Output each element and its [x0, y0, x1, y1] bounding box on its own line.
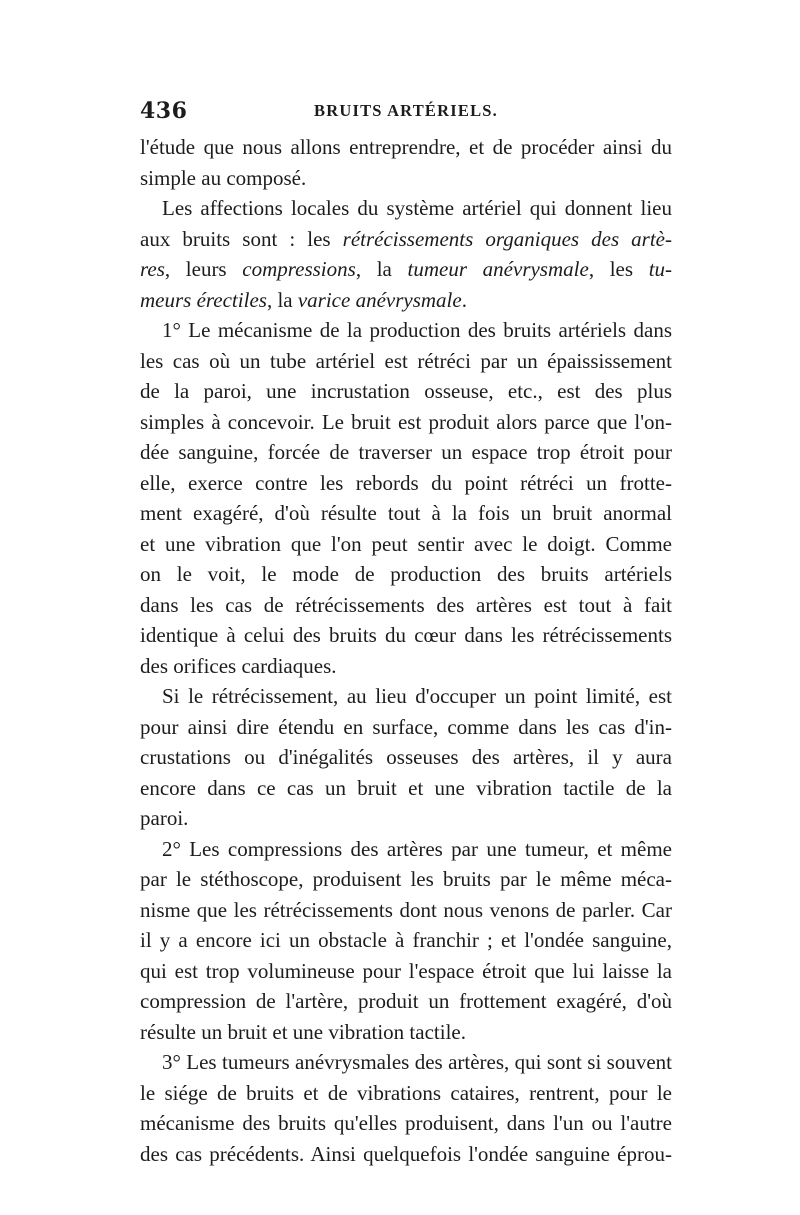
text-line: res, leurs compressions, la tumeur anévrysmale, les tu-: [140, 257, 673, 281]
text-line: l'étude que nous allons entreprendre, et de procéder ainsi du: [140, 135, 672, 159]
text-line: meurs érectiles, la varice anévrysmale.: [140, 287, 467, 312]
text-line: il y a encore ici un obstacle à franchir ; et l'ondée sanguine,: [140, 928, 672, 952]
text-line: simple au composé.: [140, 165, 307, 190]
text-line: les cas où un tube artériel est rétréci par un épaississement: [140, 348, 672, 373]
running-title: BRUITS ARTÉRIELS.: [314, 101, 498, 120]
italic-term: tu-: [648, 257, 673, 281]
text-line: des cas précédents. Ainsi quelquefois l'ondée sanguine éprou-: [140, 1141, 672, 1166]
page-number: 436: [140, 98, 188, 124]
italic-term: meurs érectiles: [140, 287, 267, 312]
text-line: identique à celui des bruits du cœur dans les rétrécissements: [140, 623, 672, 647]
text-line: pour ainsi dire étendu en surface, comme dans les cas d'in-: [140, 714, 672, 739]
text-line: dée sanguine, forcée de traverser un espace trop étroit pour: [140, 440, 672, 464]
text-line: 3° Les tumeurs anévrysmales des artères, qui sont si souvent: [162, 1050, 672, 1074]
italic-term: compressions: [242, 257, 356, 281]
text-line: 1° Le mécanisme de la production des bruits artériels dans: [162, 318, 672, 342]
text-line: paroi.: [140, 806, 189, 830]
text-line: et une vibration que l'on peut sentir avec le doigt. Comme: [140, 531, 672, 556]
text-line: encore dans ce cas un bruit et une vibration tactile de la: [140, 775, 672, 800]
text-line: 2° Les compressions des artères par une tumeur, et même: [162, 836, 672, 861]
italic-term: res: [140, 257, 165, 281]
text-line: par le stéthoscope, produisent les bruits par le même méca-: [140, 867, 672, 891]
body-text: [140, 132, 672, 1169]
text-line: dans les cas de rétrécissements des artères est tout à fait: [140, 592, 672, 617]
text-line: qui est trop volumineuse pour l'espace étroit que lui laisse la: [140, 958, 672, 983]
text-line: de la paroi, une incrustation osseuse, etc., est des plus: [140, 379, 672, 403]
text-line: crustations ou d'inégalités osseuses des artères, il y aura: [140, 745, 672, 769]
text-line: nisme que les rétrécissements dont nous venons de parler. Car: [140, 897, 672, 922]
text-line: compression de l'artère, produit un frottement exagéré, d'où: [140, 989, 672, 1013]
text-line: elle, exerce contre les rebords du point rétréci un frotte-: [140, 470, 672, 495]
text-line: le siége de bruits et de vibrations cataires, rentrent, pour le: [140, 1080, 672, 1105]
text-line: mécanisme des bruits qu'elles produisent, dans l'un ou l'autre: [140, 1111, 672, 1135]
italic-term: tumeur anévrysmale: [407, 257, 589, 281]
text-line: des orifices cardiaques.: [140, 653, 337, 678]
italic-term: rétrécissements organiques des artè-: [342, 226, 672, 251]
page-header: [140, 98, 672, 128]
text-line: Les affections locales du système artériel qui donnent lieu: [162, 196, 672, 220]
text-line: Si le rétrécissement, au lieu d'occuper un point limité, est: [162, 684, 672, 708]
text-line: on le voit, le mode de production des bruits artériels: [140, 562, 672, 586]
text-line: ment exagéré, d'où résulte tout à la fois un bruit anormal: [140, 501, 672, 525]
italic-term: varice anévrysmale: [297, 287, 462, 312]
text-line: aux bruits sont : les rétrécissements organiques des artè-: [140, 226, 672, 251]
text-line: résulte un bruit et une vibration tactile.: [140, 1019, 466, 1044]
text-line: simples à concevoir. Le bruit est produit alors parce que l'on-: [140, 409, 672, 434]
